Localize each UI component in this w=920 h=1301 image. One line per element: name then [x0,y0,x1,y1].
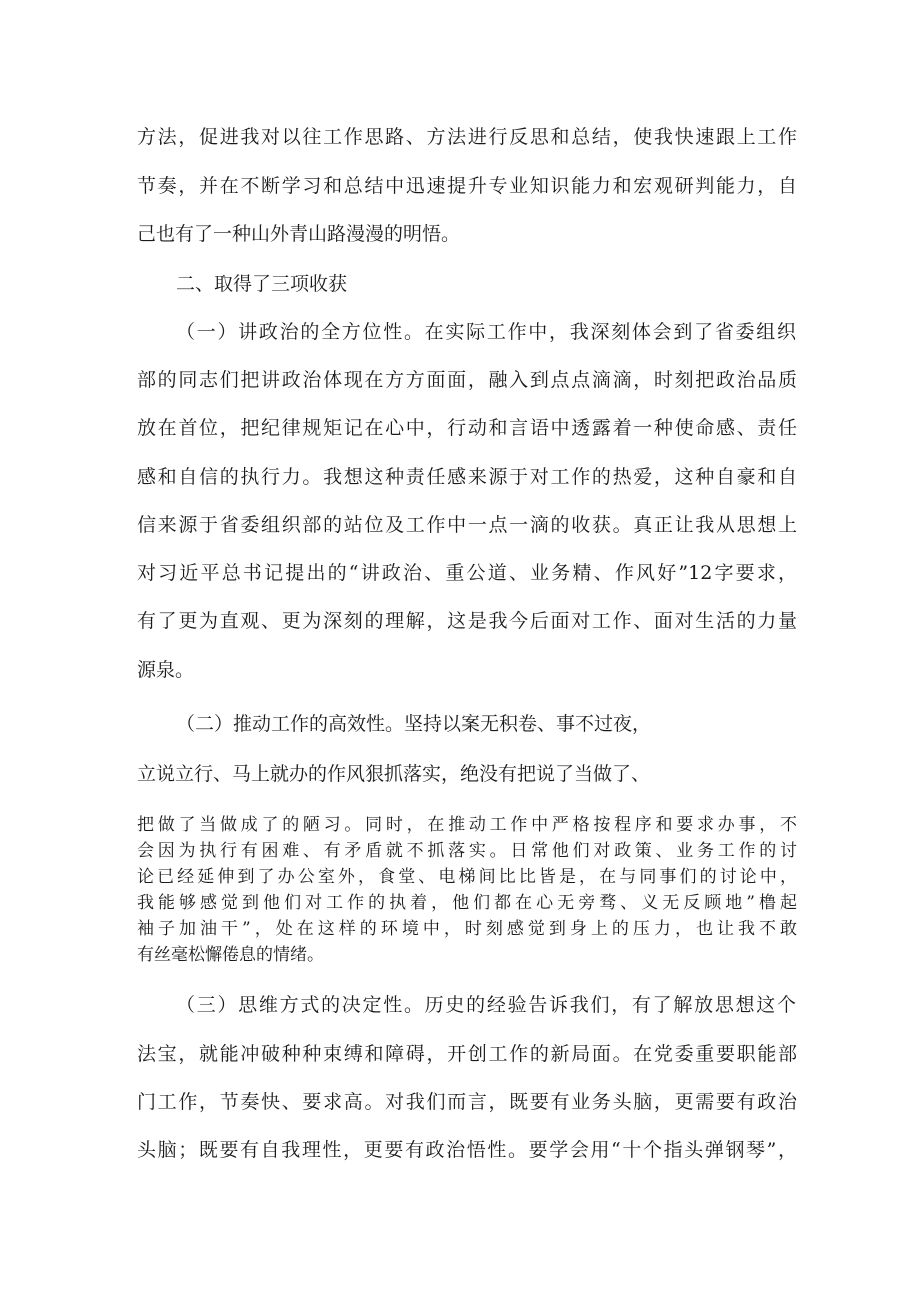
paragraph-4-line-2: 法宝，就能冲破种种束缚和障碍，开创工作的新局面。在党委重要职能部 [137,1043,797,1065]
paragraph-4-line-1: （三）思维方式的决定性。历史的经验告诉我们，有了解放思想这个 [176,994,796,1016]
paragraph-3-line-5: 论已经延伸到了办公室外，食堂、电梯间比比皆是，在与同事们的讨论中， [137,867,797,887]
section-heading: 二、取得了三项收获 [176,273,348,295]
paragraph-4-line-4: 头脑；既要有自我理性，更要有政治悟性。要学会用“十个指头弹钢琴”， [137,1139,797,1161]
paragraph-2-line-3: 放在首位，把纪律规矩记在心中，行动和言语中透露着一种使命感、责任 [137,417,797,439]
paragraph-3-line-8: 有丝毫松懈倦息的情绪。 [137,945,324,965]
paragraph-1-line-1: 方法，促进我对以往工作思路、方法进行反思和总结，使我快速跟上工作 [137,126,797,148]
paragraph-3-line-6: 我能够感觉到他们对工作的执着，他们都在心无旁骛、义无反顾地”橹起 [137,893,797,913]
paragraph-2-line-1: （一）讲政治的全方位性。在实际工作中，我深刻体会到了省委组织 [176,321,796,343]
paragraph-3-line-2: 立说立行、马上就办的作风狠抓落实，绝没有把说了当做了、 [137,763,651,785]
paragraph-2-line-5: 信来源于省委组织部的站位及工作中一点一滴的收获。真正让我从思想上 [137,514,797,536]
paragraph-3-line-1: （二）推动工作的高效性。坚持以案无积卷、事不过夜， [176,713,652,735]
paragraph-1-line-2: 节奏，并在不断学习和总结中迅速提升专业知识能力和宏观研判能力，自 [137,175,797,197]
paragraph-2-line-8: 源泉。 [137,659,195,681]
paragraph-2-line-2: 部的同志们把讲政治体现在方方面面，融入到点点滴滴，时刻把政治品质 [137,369,797,391]
paragraph-2-line-4: 感和自信的执行力。我想这种责任感来源于对工作的热爱，这种自豪和自 [137,466,797,488]
paragraph-3-line-3: 把做了当做成了的陋习。同时，在推动工作中严格按程序和要求办事，不 [137,815,797,835]
paragraph-2-line-7: 有了更为直观、更为深刻的理解，这是我今后面对工作、面对生活的力量 [137,610,797,632]
paragraph-4-line-3: 门工作，节奏快、要求高。对我们而言，既要有业务头脑，更需要有政治 [137,1091,797,1113]
paragraph-1-line-3: 己也有了一种山外青山路漫漫的明悟。 [137,223,461,245]
paragraph-2-line-6: 对习近平总书记提出的“讲政治、重公道、业务精、作风好”12字要求， [137,562,797,584]
paragraph-3-line-4: 会因为执行有困难、有矛盾就不抓落实。日常他们对政策、业务工作的讨 [137,841,797,861]
paragraph-3-line-7: 袖子加油干”，处在这样的环境中，时刻感觉到身上的压力，也让我不敢 [137,919,797,939]
